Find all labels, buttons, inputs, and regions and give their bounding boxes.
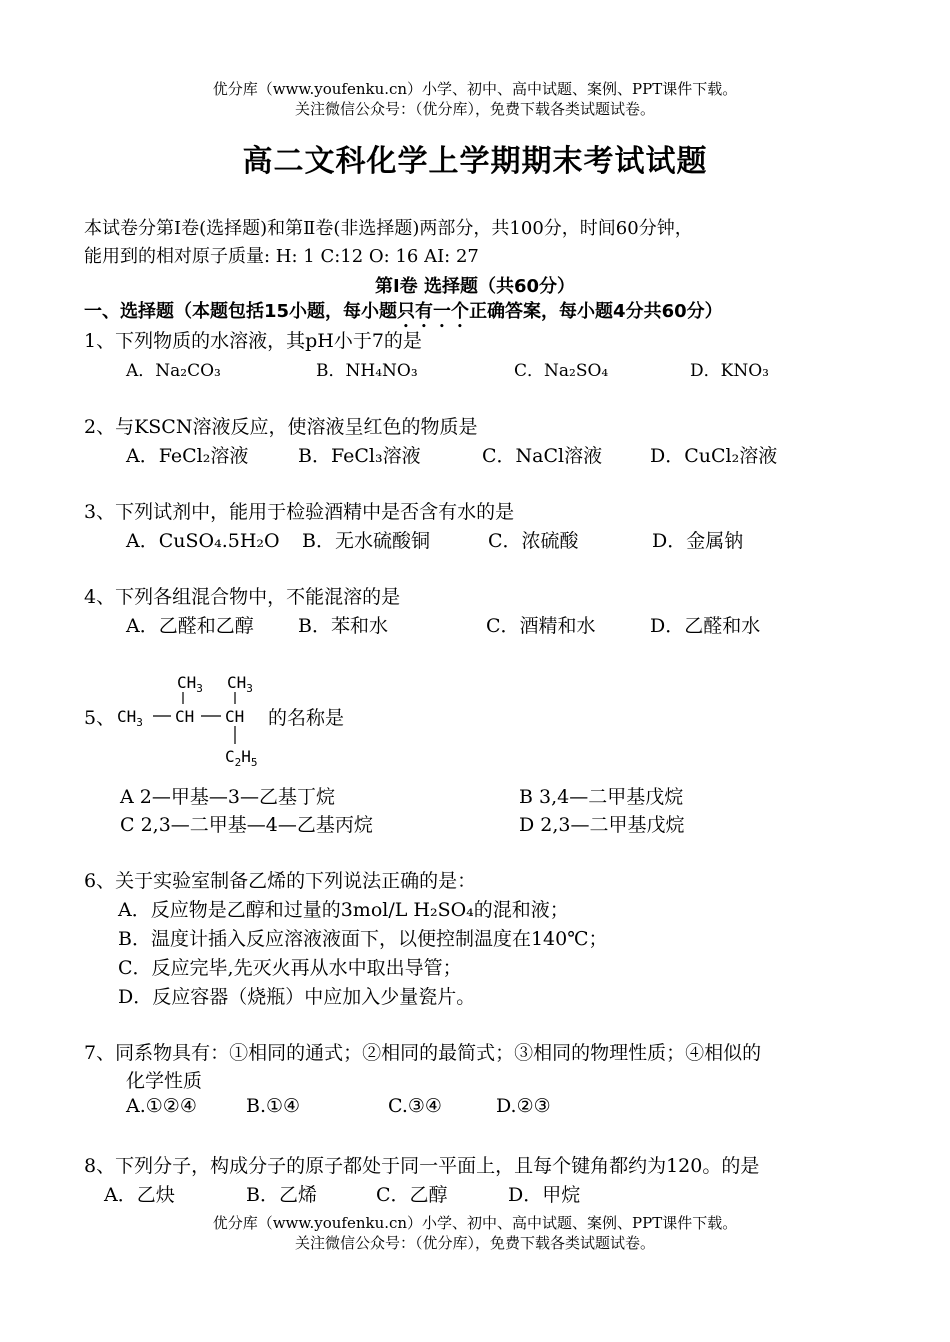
question-4-option-b: B．苯和水	[298, 615, 388, 637]
header-line-2: 关注微信公众号：（优分库），免费下载各类试题试卷。	[294, 100, 655, 118]
question-1-option-d: D．KNO₃	[690, 361, 769, 381]
question-7-stem-cont: 化学性质	[126, 1070, 203, 1092]
question-6-option-c: C．反应完毕,先灭火再从水中取出导管；	[118, 957, 462, 979]
header-line-1: 优分库（www.youfenku.cn）小学、初中、高中试题、案例、PPT课件下载。	[212, 80, 738, 98]
footer-line-1: 优分库（www.youfenku.cn）小学、初中、高中试题、案例、PPT课件下载。	[212, 1214, 738, 1232]
question-3-option-b: B．无水硫酸铜	[302, 530, 430, 552]
question-7-option-c: C.③④	[388, 1095, 442, 1117]
footer-line-2: 关注微信公众号：（优分库），免费下载各类试题试卷。	[294, 1234, 655, 1252]
structure-c3: CH	[225, 707, 245, 726]
question-5-option-c: C 2,3—二甲基—4—乙基丙烷	[120, 814, 373, 836]
question-6-option-d: D．反应容器（烧瓶）中应加入少量瓷片。	[118, 986, 476, 1008]
structure-methyl-2: $CH_3$	[227, 673, 253, 695]
section-heading-before: 一、选择题（本题包括15小题，每小题	[84, 301, 398, 322]
question-8-option-c: C．乙醇	[376, 1184, 448, 1206]
page-title: 高二文科化学上学期期末考试试题	[242, 144, 708, 179]
question-2-option-d: D．CuCl₂溶液	[650, 445, 778, 467]
question-1-option-a: A．Na₂CO₃	[126, 361, 221, 381]
question-6-stem: 6、关于实验室制备乙烯的下列说法正确的是：	[84, 870, 477, 892]
question-8-option-a: A．乙炔	[104, 1184, 175, 1206]
question-8-option-b: B．乙烯	[246, 1184, 317, 1206]
intro-line-1: 本试卷分第Ⅰ卷(选择题)和第Ⅱ卷(非选择题)两部分，共100分，时间60分钟，	[84, 218, 693, 239]
question-6-option-b: B．温度计插入反应溶液液面下，以便控制温度在140℃；	[118, 928, 608, 950]
section-heading-emphasis: 只有一个	[397, 301, 470, 322]
question-1-stem: 1、下列物质的水溶液，其pH小于7的是	[84, 330, 422, 352]
question-4-option-a: A．乙醛和乙醇	[126, 615, 254, 637]
question-7-option-d: D.②③	[496, 1095, 551, 1117]
question-3-option-a: A．CuSO₄.5H₂O	[126, 530, 280, 552]
intro-line-2: 能用到的相对原子质量: H: 1 C:12 O: 16 AI: 27	[84, 246, 479, 267]
question-5-option-d: D 2,3—二甲基戊烷	[519, 814, 685, 836]
question-5-option-b: B 3,4—二甲基戊烷	[519, 786, 684, 808]
question-5-stem-suffix: 的名称是	[268, 707, 345, 729]
question-4-option-d: D．乙醛和水	[650, 615, 761, 637]
question-7-stem: 7、同系物具有：①相同的通式；②相同的最简式；③相同的物理性质；④相似的	[84, 1042, 762, 1064]
section-title: 第Ⅰ卷 选择题（共60分）	[374, 276, 575, 297]
question-7-option-b: B.①④	[246, 1095, 301, 1117]
question-2-stem: 2、与KSCN溶液反应，使溶液呈红色的物质是	[84, 416, 478, 438]
question-1-option-c: C．Na₂SO₄	[514, 361, 609, 381]
question-5-option-a: A 2—甲基—3—乙基丁烷	[120, 786, 335, 808]
question-8-option-d: D．甲烷	[508, 1184, 581, 1206]
question-4-stem: 4、下列各组混合物中，不能混溶的是	[84, 586, 401, 608]
question-5-number: 5、	[84, 707, 116, 729]
structural-formula	[115, 668, 275, 778]
section-heading-after: 正确答案，每小题4分共60分）	[469, 301, 723, 322]
question-3-stem: 3、下列试剂中，能用于检验酒精中是否含有水的是	[84, 501, 515, 523]
question-3-option-d: D．金属钠	[652, 530, 744, 552]
structure-methyl-1: $CH_3$	[177, 673, 203, 695]
question-1-option-b: B．NH₄NO₃	[316, 361, 418, 381]
structure-left-methyl: $CH_3$	[117, 707, 143, 729]
question-3-option-c: C．浓硫酸	[488, 530, 579, 552]
question-4-option-c: C．酒精和水	[486, 615, 596, 637]
structure-c2: CH	[175, 707, 195, 726]
question-2-option-a: A．FeCl₂溶液	[126, 445, 249, 467]
question-8-stem: 8、下列分子，构成分子的原子都处于同一平面上，且每个键角都约为120。的是	[84, 1155, 760, 1177]
question-7-option-a: A.①②④	[126, 1095, 197, 1117]
question-2-option-c: C．NaCl溶液	[482, 445, 603, 467]
question-6-option-a: A．反应物是乙醇和过量的3mol/L H₂SO₄的混和液；	[118, 899, 569, 921]
structure-ethyl: $C_2H_5$	[225, 747, 258, 769]
question-2-option-b: B．FeCl₃溶液	[298, 445, 421, 467]
